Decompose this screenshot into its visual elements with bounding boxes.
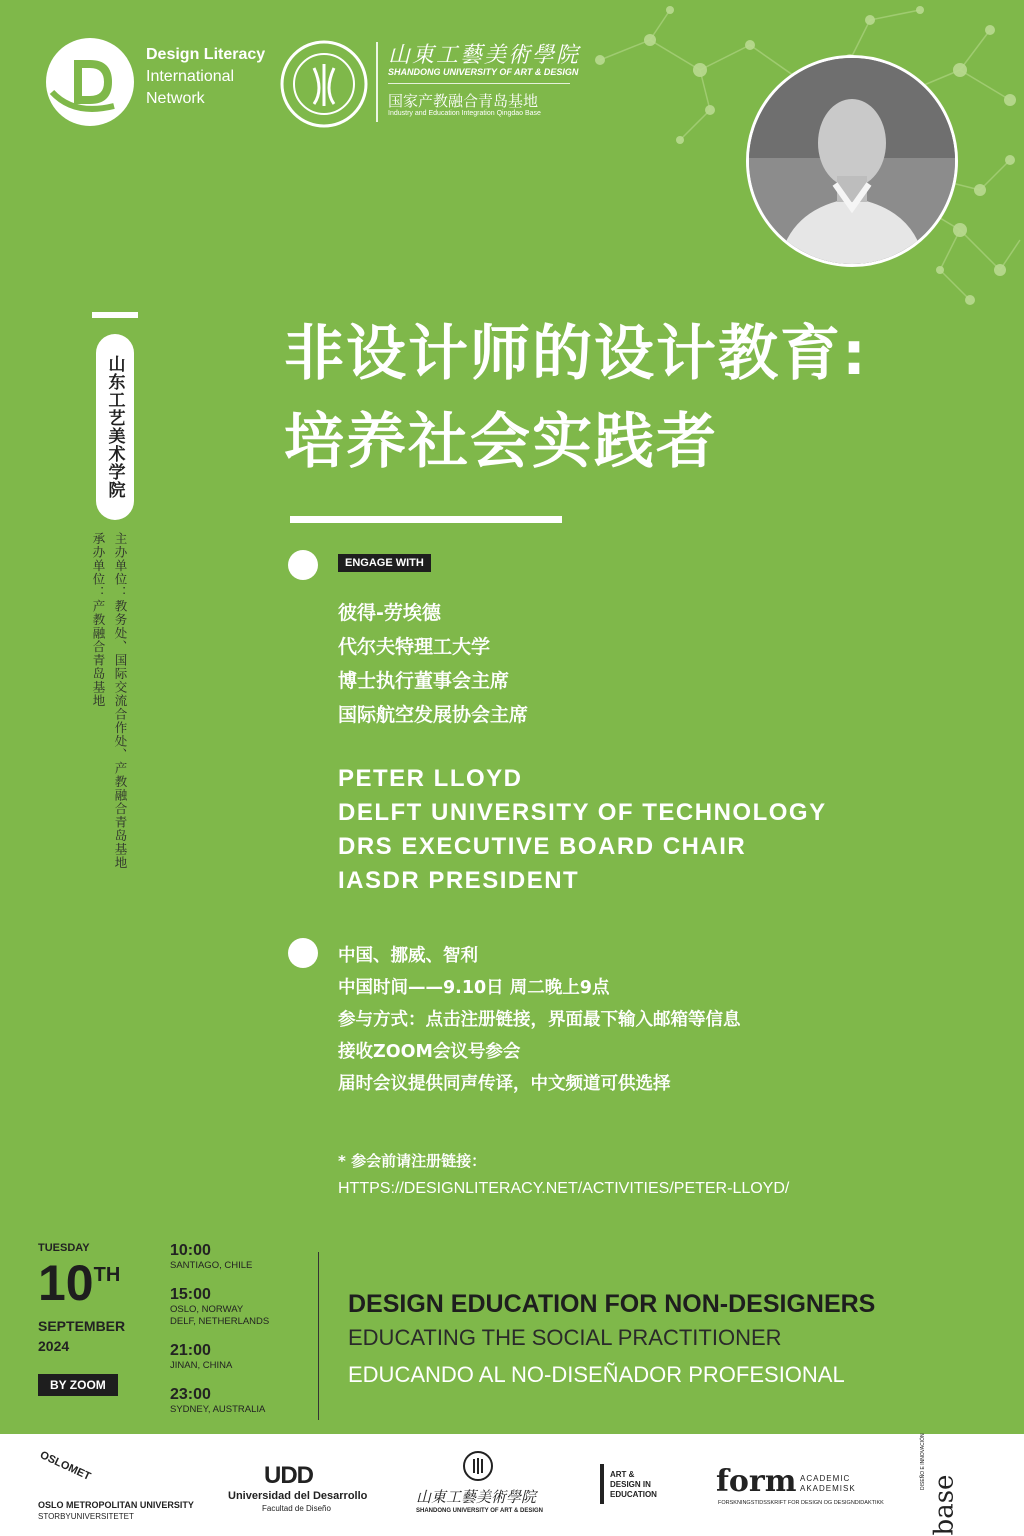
header-divider bbox=[376, 42, 378, 122]
sduad-footer-cn: 山東工藝美術學院 bbox=[416, 1488, 537, 1506]
co-host-units: 承办单位：产教融合青岛基地 bbox=[91, 532, 106, 708]
bullet-dot bbox=[288, 938, 318, 968]
info-line: 中国、挪威、智利 bbox=[338, 946, 478, 966]
design-literacy-logo bbox=[44, 36, 136, 128]
udd-logo: UDD bbox=[264, 1462, 313, 1489]
bio-en-line: IASDR PRESIDENT bbox=[338, 867, 580, 894]
year: 2024 bbox=[38, 1338, 70, 1354]
event-title-es: EDUCANDO AL NO-DISEÑADOR PROFESIONAL bbox=[348, 1362, 845, 1387]
bio-en-line: PETER LLOYD bbox=[338, 765, 523, 792]
tz-time: 15:00 bbox=[170, 1286, 211, 1303]
info-line: 参与方式：点击注册链接，界面最下输入邮箱等信息 bbox=[338, 1010, 741, 1030]
dl-line2: International bbox=[146, 68, 235, 85]
form-sub: FORSKNINGSTIDSSKRIFT FOR DESIGN OG DESIGNDIDAKTIKK bbox=[718, 1500, 884, 1506]
side-bar bbox=[92, 312, 138, 318]
bullet-dot bbox=[288, 550, 318, 580]
bio-cn-line: 代尔夫特理工大学 bbox=[338, 636, 491, 658]
header-rule bbox=[388, 83, 570, 84]
ade-logo: ART & DESIGN IN EDUCATION bbox=[610, 1470, 657, 1499]
title-line2: 培养社会实践者 bbox=[284, 407, 718, 477]
tz-city: SYDNEY, AUSTRALIA bbox=[170, 1404, 266, 1415]
date-day: 10 bbox=[38, 1255, 94, 1311]
tz-city: SANTIAGO, CHILE bbox=[170, 1260, 253, 1271]
timezone-entry bbox=[170, 1242, 252, 1272]
host-units: 主办单位：教务处、国际交流合作处、产教融合青岛基地 bbox=[113, 532, 128, 870]
info-line: 中国时间——9.10日 周二晚上9点 bbox=[338, 978, 610, 998]
ade-bar bbox=[600, 1464, 604, 1504]
weekday: TUESDAY bbox=[38, 1242, 90, 1254]
info-line: 接收ZOOM会议号参会 bbox=[338, 1042, 521, 1062]
oslomet-sub: STORBYUNIVERSITETET bbox=[38, 1512, 134, 1521]
tz-city: OSLO, NORWAY DELF, NETHERLANDS bbox=[170, 1304, 270, 1327]
oslomet-name: OSLO METROPOLITAN UNIVERSITY bbox=[38, 1500, 194, 1510]
bio-en-line: DRS EXECUTIVE BOARD CHAIR bbox=[338, 833, 747, 860]
udd-sub: Facultad de Diseño bbox=[262, 1504, 331, 1513]
timezone-entry bbox=[170, 1286, 269, 1328]
tz-time: 10:00 bbox=[170, 1242, 211, 1259]
tz-time: 23:00 bbox=[170, 1386, 211, 1403]
title-line1: 非设计师的设计教育: bbox=[284, 319, 868, 389]
main-title bbox=[284, 310, 868, 486]
form-academic: ACADEMIC AKADEMISK bbox=[800, 1474, 856, 1493]
oslomet-logo: OSLOMET bbox=[38, 1449, 93, 1483]
event-info bbox=[338, 940, 741, 1100]
university-name-en: SHANDONG UNIVERSITY OF ART & DESIGN bbox=[388, 67, 579, 77]
university-seal-icon bbox=[280, 40, 368, 128]
dl-line1: Design Literacy bbox=[146, 46, 266, 63]
dl-line3: Network bbox=[146, 90, 205, 107]
engage-badge: ENGAGE WITH bbox=[338, 554, 431, 572]
info-line: 届时会议提供同声传译，中文频道可供选择 bbox=[338, 1074, 671, 1094]
university-name-cn: 山東工藝美術學院 bbox=[388, 43, 581, 68]
event-title-en: DESIGN EDUCATION FOR NON-DESIGNERS bbox=[348, 1290, 876, 1318]
tz-time: 21:00 bbox=[170, 1342, 211, 1359]
registration-label: * 参会前请注册链接： bbox=[338, 1152, 487, 1170]
sduad-seal-icon bbox=[462, 1450, 494, 1482]
event-date bbox=[38, 1254, 120, 1312]
speaker-bio-en bbox=[338, 762, 827, 898]
bio-en-line: DELFT UNIVERSITY OF TECHNOLOGY bbox=[338, 799, 827, 826]
bio-cn-line: 彼得-劳埃德 bbox=[338, 602, 441, 624]
base-name-en: Industry and Education Integration Qingdao Base bbox=[388, 110, 541, 117]
timezone-entry bbox=[170, 1386, 265, 1416]
base-name-cn: 国家产教融合青岛基地 bbox=[388, 92, 539, 110]
timezone-entry bbox=[170, 1342, 232, 1372]
speaker-bio-cn bbox=[338, 596, 528, 732]
registration-link[interactable]: HTTPS://DESIGNLITERACY.NET/ACTIVITIES/PETER-LLOYD/ bbox=[338, 1180, 790, 1197]
bio-cn-line: 博士执行董事会主席 bbox=[338, 670, 510, 692]
base-logo: base bbox=[929, 1474, 960, 1536]
event-subtitle-en: EDUCATING THE SOCIAL PRACTITIONER bbox=[348, 1325, 782, 1350]
partner-footer bbox=[0, 1434, 1024, 1536]
tz-city: JINAN, CHINA bbox=[170, 1360, 233, 1371]
side-university-label: 山东工艺美术学院 bbox=[96, 334, 134, 520]
speaker-portrait bbox=[746, 55, 958, 267]
sduad-footer-en: SHANDONG UNIVERSITY OF ART & DESIGN bbox=[416, 1508, 544, 1514]
title-underline bbox=[290, 516, 562, 523]
month-year bbox=[38, 1316, 125, 1356]
form-logo: form bbox=[716, 1464, 797, 1499]
udd-name: Universidad del Desarrollo bbox=[228, 1490, 368, 1502]
portrait-image bbox=[749, 58, 955, 264]
month: SEPTEMBER bbox=[38, 1318, 126, 1334]
base-sub: DISEÑO E INNOVACIÓN bbox=[920, 1433, 926, 1490]
bottom-divider bbox=[318, 1252, 319, 1420]
design-literacy-name bbox=[146, 44, 265, 110]
zoom-badge: BY ZOOM bbox=[38, 1374, 118, 1396]
date-suffix: TH bbox=[93, 1264, 121, 1286]
bio-cn-line: 国际航空发展协会主席 bbox=[338, 704, 529, 726]
